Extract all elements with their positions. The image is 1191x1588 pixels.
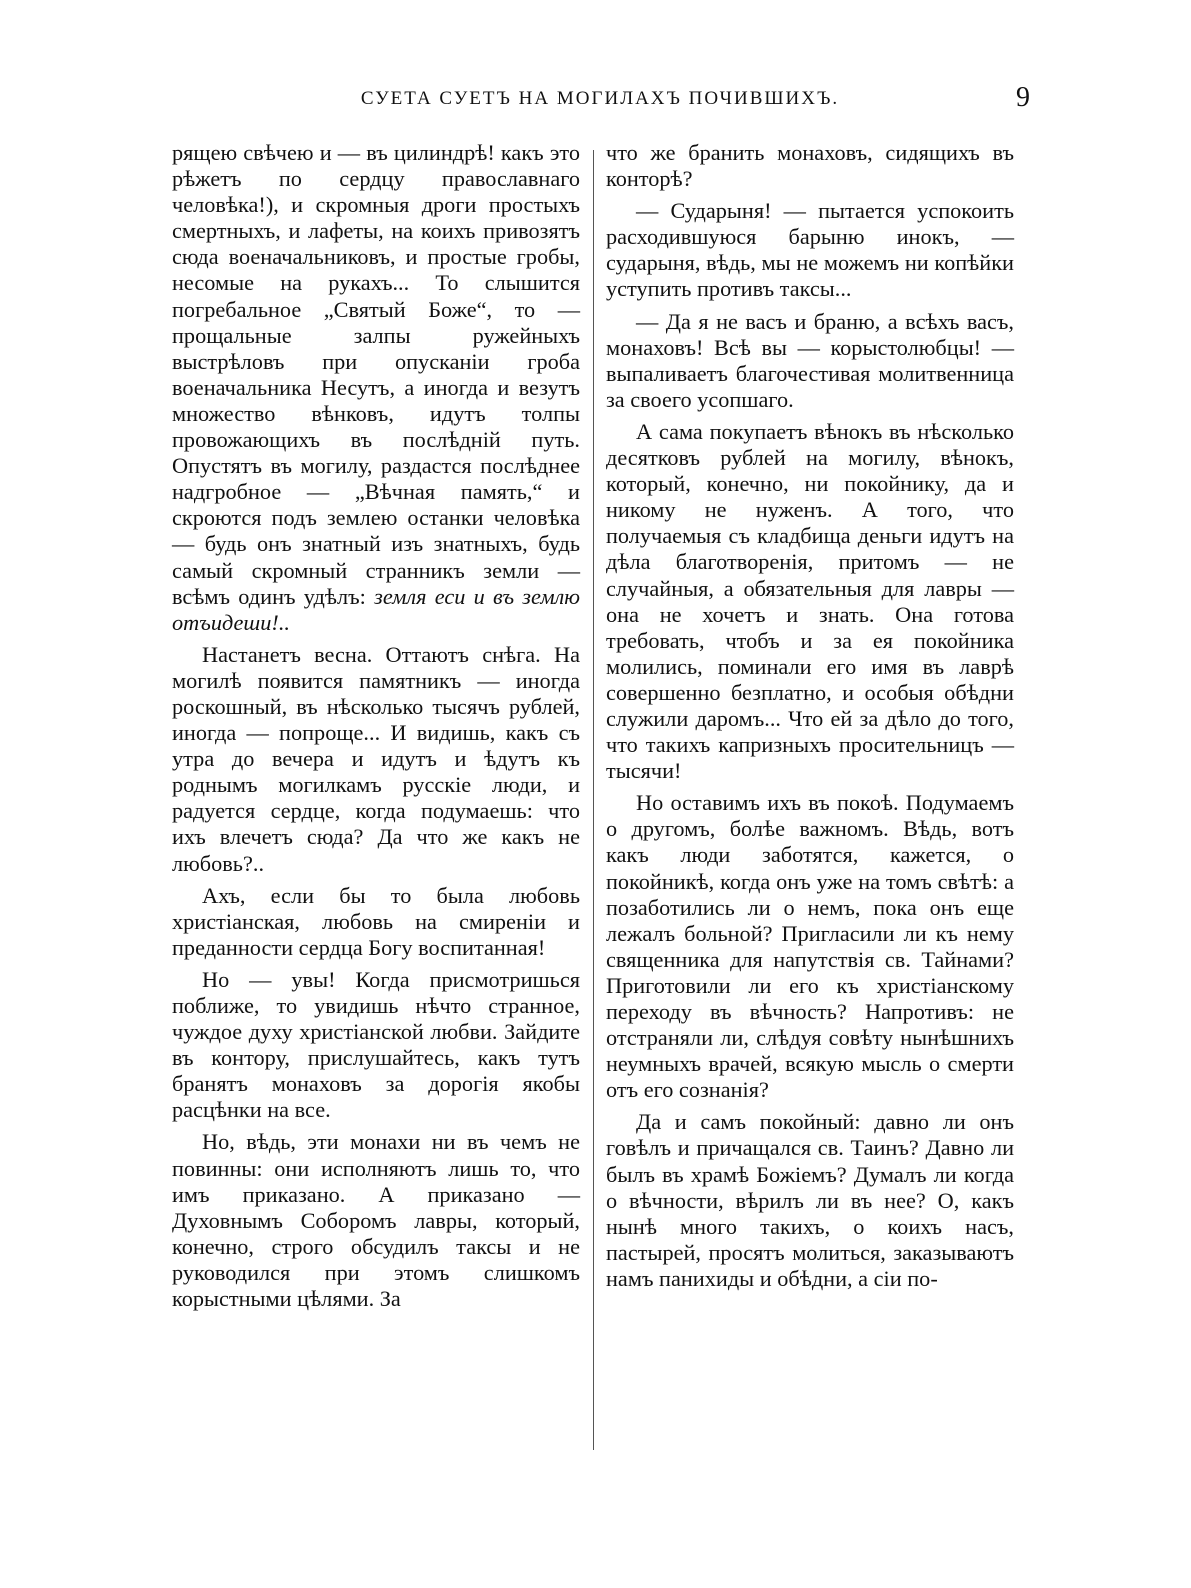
paragraph: Но — увы! Когда присмотришься поближе, то увидишь нѣчто странное, чуждое духу христіанской любви. Зайдите въ контору, прислушайтесь, какъ тутъ бранятъ монаховъ за дорогія якобы расцѣнки на все. bbox=[172, 966, 580, 1123]
paragraph: Да и самъ покойный: давно ли онъ говѣлъ и причащался св. Таинъ? Давно ли былъ въ храмѣ Божіемъ? Думалъ ли когда о вѣчности, вѣрилъ ли въ нее? О, какъ нынѣ много такихъ, о коихъ насъ, пастырей, просятъ молиться, заказываютъ намъ панихиды и обѣдни, а сіи по- bbox=[606, 1109, 1014, 1291]
paragraph-text: рящею свѣчею и — въ цилиндрѣ! какъ это рѣжетъ по сердцу православнаго человѣка!), и скромныя дроги простыхъ смертныхъ, и лафеты, на коихъ привозятъ сюда военачальниковъ, и простые гробы, несомые на рукахъ... То слышится погребальное „Святый Боже“, то — прощальные залпы ружейныхъ выстрѣловъ при опусканіи гроба военачальника Несутъ, а иногда и везутъ множество вѣнковъ, идутъ толпы провожающихъ въ послѣдній путь. Опустятъ въ могилу, раздастся послѣднее надгробное — „Вѣчная память,“ и скроются подъ землею останки человѣка — будь онъ знатный изъ знатныхъ, будь самый скромный странникъ земли — всѣмъ одинъ удѣлъ: bbox=[172, 140, 580, 609]
paragraph: Настанетъ весна. Оттаютъ снѣга. На могилѣ появится памятникъ — иногда роскошный, въ нѣсколько тысячъ рублей, иногда — попроще... И видишь, какъ съ утра до вечера и идутъ и ѣдутъ къ роднымъ могилкамъ русскіе люди, и радуется сердце, когда подумаешь: что ихъ влечетъ сюда? Да что же какъ не любовь?.. bbox=[172, 641, 580, 876]
paragraph: Но оставимъ ихъ въ покоѣ. Подумаемъ о другомъ, болѣе важномъ. Вѣдь, вотъ какъ люди заботятся, кажется, о покойникѣ, когда онъ уже на томъ свѣтѣ: а позаботились ли о немъ, пока онъ еще лежалъ больной? Пригласили ли къ нему священника для напутствія св. Тайнами? Приготовили ли его къ христіанскому переходу въ вѣчность? Напротивъ: не отстраняли ли, слѣдуя совѣту нынѣшнихъ неумныхъ врачей, всякую мысль о смерти отъ его сознанія? bbox=[606, 790, 1014, 1103]
left-column bbox=[172, 140, 580, 1318]
italic-quote: земля еси и въ землю отъидеши!.. bbox=[172, 583, 580, 635]
page-header bbox=[170, 82, 1030, 118]
page-number: 9 bbox=[1016, 82, 1030, 113]
paragraph: Но, вѣдь, эти монахи ни въ чемъ не повинны: они исполняютъ лишь то, что имъ приказано. А приказано — Духовнымъ Соборомъ лавры, который, конечно, строго обсудилъ таксы и не руководился при этомъ слишкомъ корыстными цѣлями. За bbox=[172, 1129, 580, 1312]
paragraph: А сама покупаетъ вѣнокъ въ нѣсколько десятковъ рублей на могилу, вѣнокъ, который, конечно, ни покойнику, да и никому не нуженъ. А того, что получаемыя съ кладбища деньги идутъ на дѣла благотворенія, притомъ — не случайныя, а обязательныя для лавры — она не хочетъ и знать. Она готова требовать, чтобъ и за ея покойника молились, поминали его имя въ лаврѣ совершенно безплатно, и особыя обѣдни служили даромъ... Что ей за дѣло до того, что такихъ капризныхъ просительницъ — тысячи! bbox=[606, 418, 1014, 784]
paragraph: Ахъ, если бы то была любовь христіанская, любовь на смиреніи и преданности сердца Богу воспитанная! bbox=[172, 882, 580, 960]
column-divider bbox=[593, 150, 594, 1450]
paragraph: что же бранить монаховъ, сидящихъ въ конторѣ? bbox=[606, 140, 1014, 192]
paragraph: — Да я не васъ и браню, а всѣхъ васъ, монаховъ! Всѣ вы — корыстолюбцы! — выпаливаетъ благочестивая молитвенница за своего усопшаго. bbox=[606, 308, 1014, 412]
running-title: СУЕТА СУЕТЪ НА МОГИЛАХЪ ПОЧИВШИХЪ. bbox=[360, 88, 840, 109]
paragraph: — Сударыня! — пытается успокоить расходившуюся барыню инокъ, — сударыня, вѣдь, мы не можемъ ни копѣйки уступить противъ таксы... bbox=[606, 198, 1014, 302]
right-column bbox=[606, 140, 1014, 1298]
paragraph bbox=[172, 140, 580, 636]
